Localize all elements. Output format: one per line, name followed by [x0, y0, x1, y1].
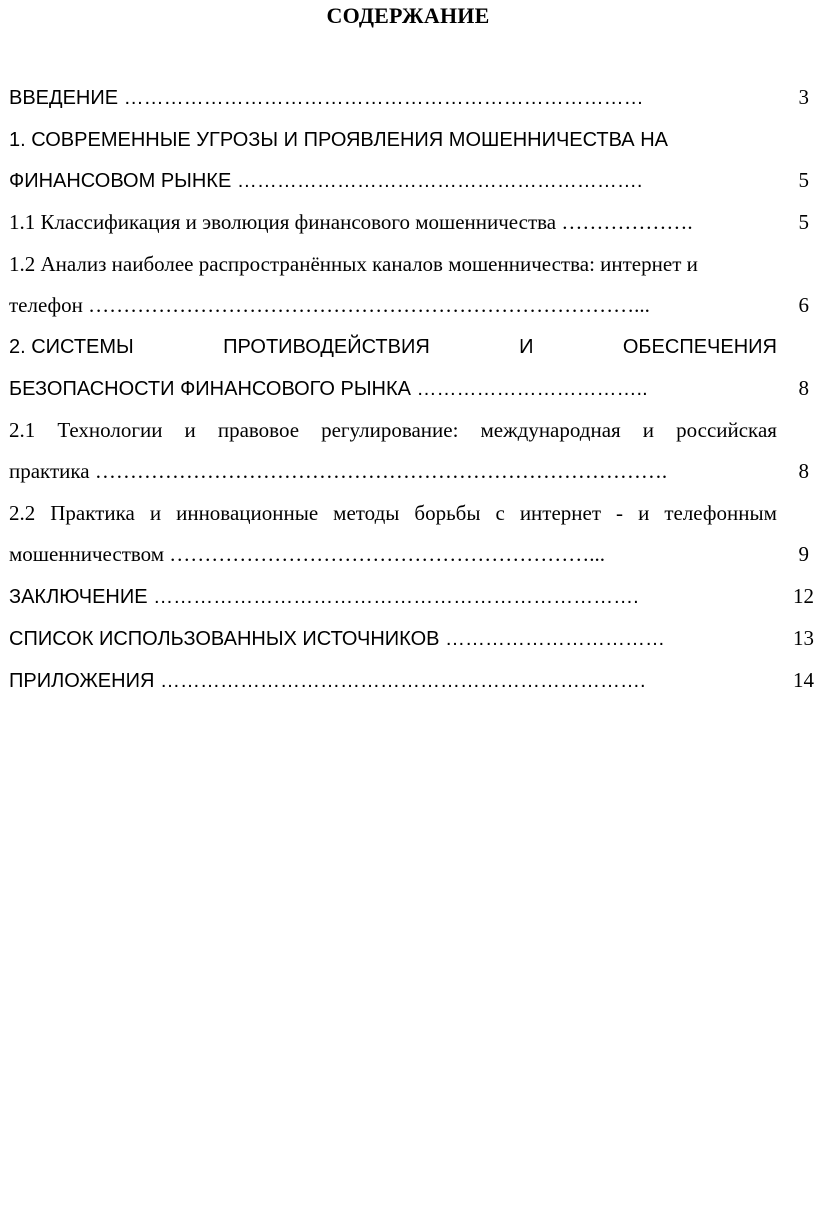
toc-page-number: 5 [798, 168, 809, 192]
toc-word: ПРОТИВОДЕЙСТВИЯ [223, 336, 430, 358]
toc-entry-section-2-2-line-2[interactable] [9, 541, 814, 583]
toc-entry-chapter-2-line-1[interactable] [9, 334, 814, 375]
toc-page-number: 8 [798, 459, 809, 483]
table-of-contents [9, 84, 814, 709]
toc-entry-text: телефон ……………………………………………………………………... [9, 293, 650, 317]
toc-entry-intro[interactable] [9, 84, 814, 126]
toc-page-number: 9 [798, 542, 809, 566]
toc-word: 2.1 [9, 418, 36, 442]
toc-word: 2. СИСТЕМЫ [9, 336, 134, 358]
toc-entry-appendices[interactable] [9, 667, 814, 709]
toc-entry-text: СПИСОК ИСПОЛЬЗОВАННЫХ ИСТОЧНИКОВ …………………………… [9, 628, 666, 650]
toc-entry-text-justified [9, 500, 777, 526]
toc-entry-text: 1. СОВРЕМЕННЫЕ УГРОЗЫ И ПРОЯВЛЕНИЯ МОШЕННИЧЕСТВА НА [9, 129, 668, 151]
toc-entry-text: БЕЗОПАСНОСТИ ФИНАНСОВОГО РЫНКА …………………………….. [9, 378, 648, 400]
toc-page-number: 6 [798, 293, 809, 317]
toc-word: инновационные [176, 501, 319, 525]
toc-page-number: 3 [798, 85, 809, 109]
toc-word: И [519, 336, 534, 358]
toc-entry-text: ПРИЛОЖЕНИЯ ………………………………………………………………. [9, 670, 646, 692]
toc-word: российская [676, 418, 777, 442]
toc-entry-section-2-1-line-1[interactable] [9, 417, 814, 458]
toc-entry-chapter-1-line-2[interactable] [9, 167, 814, 209]
toc-word: международная [480, 418, 621, 442]
page-title: СОДЕРЖАНИЕ [326, 3, 490, 28]
toc-entry-section-2-2-line-1[interactable] [9, 500, 814, 541]
toc-entry-text: мошенничеством ……………………………………………………... [9, 542, 606, 566]
toc-word: методы [333, 501, 400, 525]
toc-entry-section-1-2-line-2[interactable] [9, 292, 814, 334]
toc-entry-text: ЗАКЛЮЧЕНИЕ ………………………………………………………………. [9, 586, 639, 608]
toc-entry-text: ВВЕДЕНИЕ …………………………………………………………………… [9, 87, 644, 109]
toc-entry-section-1-2-line-1[interactable] [9, 251, 814, 292]
toc-word: и [184, 418, 196, 442]
toc-entry-text: 1.2 Анализ наиболее распространённых каналов мошенничества: интернет и [9, 252, 698, 276]
toc-word: и [642, 418, 655, 442]
toc-page-number: 5 [798, 210, 809, 234]
toc-word: и [149, 501, 162, 525]
toc-entry-text-justified [9, 334, 777, 360]
toc-entry-text-justified [9, 417, 777, 443]
toc-word: и [638, 501, 650, 525]
toc-word: регулирование: [321, 418, 459, 442]
toc-page-number: 12 [793, 584, 814, 608]
toc-word: Практика [50, 501, 135, 525]
toc-page-number: 8 [798, 376, 809, 400]
toc-entry-text: практика ………………………………………………………………………. [9, 459, 668, 483]
toc-entry-chapter-2-line-2[interactable] [9, 375, 814, 417]
toc-word: ОБЕСПЕЧЕНИЯ [622, 336, 777, 358]
toc-word: интернет [519, 501, 602, 525]
toc-page-number: 14 [793, 668, 814, 692]
toc-word: с [495, 501, 505, 525]
toc-page-number: 13 [793, 626, 814, 650]
toc-entry-conclusion[interactable] [9, 583, 814, 625]
toc-entry-chapter-1-line-1[interactable] [9, 126, 814, 167]
toc-entry-text: ФИНАНСОВОМ РЫНКЕ ……………………………………………………. [9, 170, 643, 192]
toc-word: телефонным [664, 501, 777, 525]
toc-entry-section-1-1[interactable] [9, 209, 814, 251]
toc-entry-text: 1.1 Классификация и эволюция финансового мошенничества ………………. [9, 210, 693, 234]
toc-word: Технологии [57, 418, 163, 442]
toc-word: борьбы [414, 501, 481, 525]
toc-word: правовое [217, 418, 300, 442]
toc-word: 2.2 [9, 501, 36, 525]
toc-entry-sources[interactable] [9, 625, 814, 667]
toc-word: - [616, 501, 624, 525]
toc-entry-section-2-1-line-2[interactable] [9, 458, 814, 500]
